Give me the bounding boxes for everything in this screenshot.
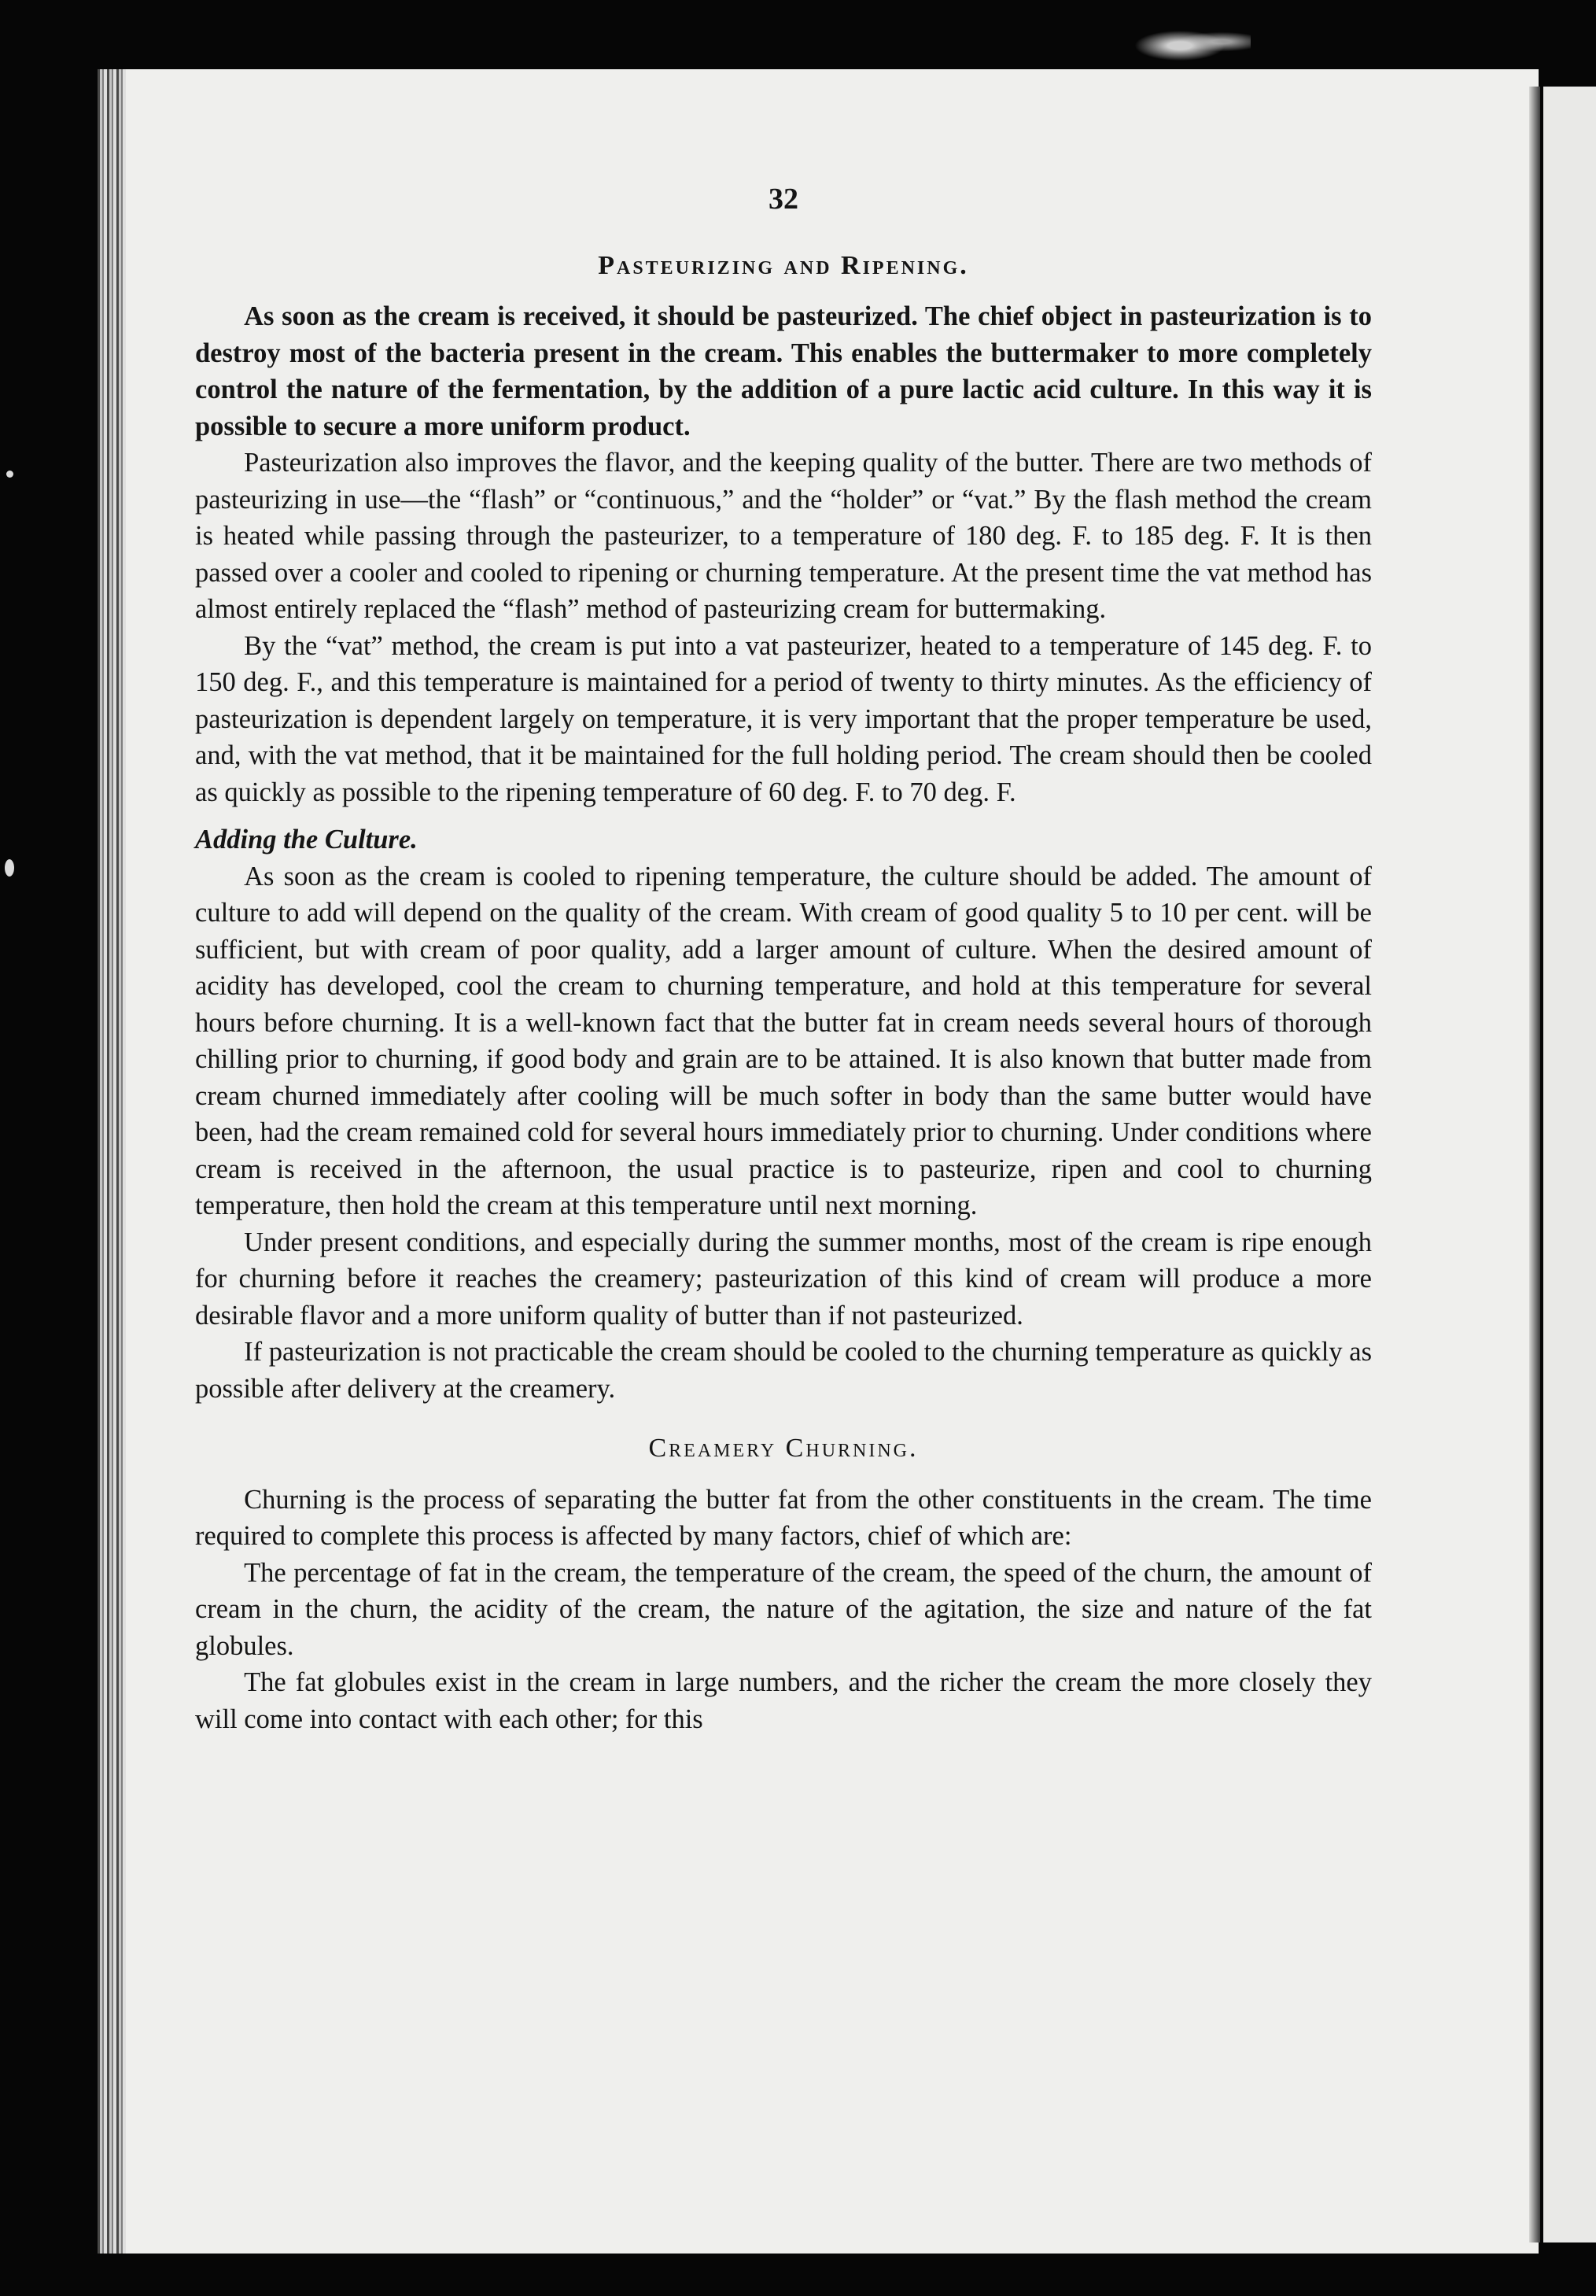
paragraph: Churning is the process of separating the butter fat from the other constituents in the cream. The time required to complete this process is affected by many factors, chief of which are: (195, 1484, 1372, 1551)
scan-speck (5, 859, 14, 877)
paragraph: The fat globules exist in the cream in large numbers, and the richer the cream the more closely they will come into contact with each other; for this (195, 1667, 1372, 1734)
section-heading: Pasteurizing and Ripening. (598, 250, 969, 280)
next-page-edge (1543, 87, 1596, 2242)
paragraph: As soon as the cream is cooled to ripening temperature, the culture should be added. The amount of culture to add will depend on the quality of the cream. With cream of good quality 5 to 10 per cent. will be sufficient, but with cream of poor quality, add a larger amount of culture. When the desired amount of acidity has developed, cool the cream to churning temperature, and hold at this temperature for several hours before churning. It is a well-known fact that the butter fat in cream needs several hours of thorough chilling prior to churning, if good body and grain are to be attained. It is also known that butter made from cream churned immediately after cooling will be much softer in body than the same butter would have been, had the cream remained cold for several hours immediately prior to churning. Under conditions where cream is received in the afternoon, the usual practice is to pasteurize, ripen and cool to churning temperature, then hold the cream at this temperature until next morning. (195, 861, 1372, 1220)
scan-speck (6, 471, 13, 478)
page-right-edge (1529, 87, 1540, 2242)
paragraph: Under present conditions, and especially during the summer months, most of the cream is ripe enough for churning before it reaches the creamery; pasteurization of this kind of cream will produce a more desirable flavor and a more uniform quality of butter than if not pasteurized. (195, 1227, 1372, 1331)
scan-smudge (1133, 22, 1251, 61)
page-text (195, 181, 1372, 1737)
paragraph: The percentage of fat in the cream, the temperature of the cream, the speed of the churn, the amount of cream in the churn, the acidity of the cream, the nature of the agitation, the size and nature of the fat globules. (195, 1557, 1372, 1661)
page-number: 32 (769, 183, 798, 216)
paragraph: If pasteurization is not practicable the cream should be cooled to the churning temperature as quickly as possible after delivery at the creamery. (195, 1337, 1372, 1404)
paragraph: By the “vat” method, the cream is put into a vat pasteurizer, heated to a temperature of 145 deg. F. to 150 deg. F., and this temperature is maintained for a period of twenty to thirty minutes. As the efficiency of pasteurization is dependent largely on temperature, it is very important that the proper temperature be used, and, with the vat method, that it be maintained for the full holding period. The cream should then be cooled as quickly as possible to the ripening temperature of 60 deg. F. to 70 deg. F. (195, 630, 1372, 807)
subsection-heading: Adding the Culture. (195, 825, 418, 855)
page-binding-edge (98, 69, 126, 2254)
section-heading: Creamery Churning. (648, 1434, 919, 1463)
paragraph: As soon as the cream is received, it should be pasteurized. The chief object in pasteurization is to destroy most of the bacteria present in the cream. This enables the buttermaker to more completely control the nature of the fermentation, by the addition of a pure lactic acid culture. In this way it is possible to secure a more uniform product. (195, 301, 1372, 441)
paragraph: Pasteurization also improves the flavor, and the keeping quality of the butter. There are two methods of pasteurizing in use—the “flash” or “continuous,” and the “holder” or “vat.” By the flash method the cream is heated while passing through the pasteurizer, to a temperature of 180 deg. F. to 185 deg. F. It is then passed over a cooler and cooled to ripening or churning temperature. At the present time the vat method has almost entirely replaced the “flash” method of pasteurizing cream for buttermaking. (195, 448, 1372, 624)
